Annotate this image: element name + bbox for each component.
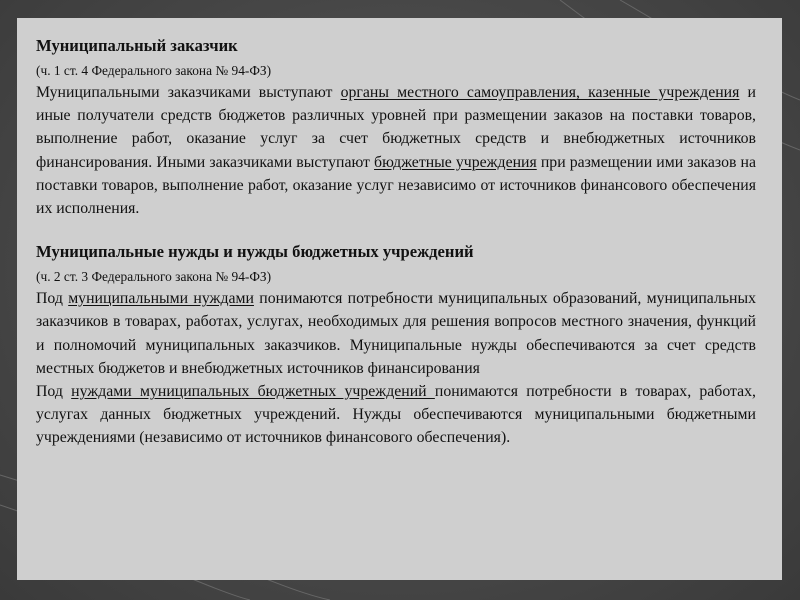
- underlined-term: муниципальными нуждами: [68, 290, 254, 308]
- law-reference: (ч. 2 ст. 3 Федерального закона № 94-ФЗ): [36, 269, 272, 285]
- section-spacer: [36, 220, 756, 241]
- paragraph-municipal-needs: [36, 287, 756, 380]
- law-reference: (ч. 1 ст. 4 Федерального закона № 94-ФЗ): [36, 63, 272, 78]
- paragraph-budget-institution-needs: [36, 380, 756, 450]
- text-run: Муниципальными заказчиками выступают: [36, 84, 341, 101]
- underlined-term: нуждами муниципальных бюджетных учреждений: [71, 383, 435, 401]
- slide-content: [36, 35, 756, 450]
- underlined-term: органы местного самоуправления, казенные учреждения: [340, 84, 740, 101]
- text-run: понимаются потребности в товарах, работах, услугах данных бюджетных учреждений. Нужды обеспечиваются муниципальными бюджетными учреждениями (независимо от источников финансового обеспечения).: [36, 383, 756, 447]
- section-heading-municipal-needs: Муниципальные нужды и нужды бюджетных учреждений: [36, 242, 474, 262]
- text-run: при размещении ими заказов на поставки товаров, выполнение работ, оказание услуг независимо от источников финансового обеспечения их исполнения.: [36, 153, 756, 218]
- text-run: Под: [36, 290, 69, 308]
- section-heading-municipal-customer: Муниципальный заказчик: [36, 36, 238, 55]
- underlined-term: бюджетные учреждения: [374, 153, 537, 171]
- text-run: и иные получатели средств бюджетов различных уровней при размещении заказов на поставки товаров, выполнение работ, оказание услуг за счет бюджетных средств и внебюджетных источников финансирования. Иными заказчиками выступают: [36, 84, 757, 171]
- text-run: Под: [36, 383, 72, 401]
- text-run: понимаются потребности муниципальных образований, муниципальных заказчиков в товарах, работах, услугах, необходимых для решения вопросов местного значения, функций и полномочий муниципальных заказчиков. Муниципальные нужды обеспечиваются за счет средств местных бюджетов и внебюджетных источников финансирования: [36, 290, 756, 377]
- paragraph-municipal-customer: [36, 81, 756, 220]
